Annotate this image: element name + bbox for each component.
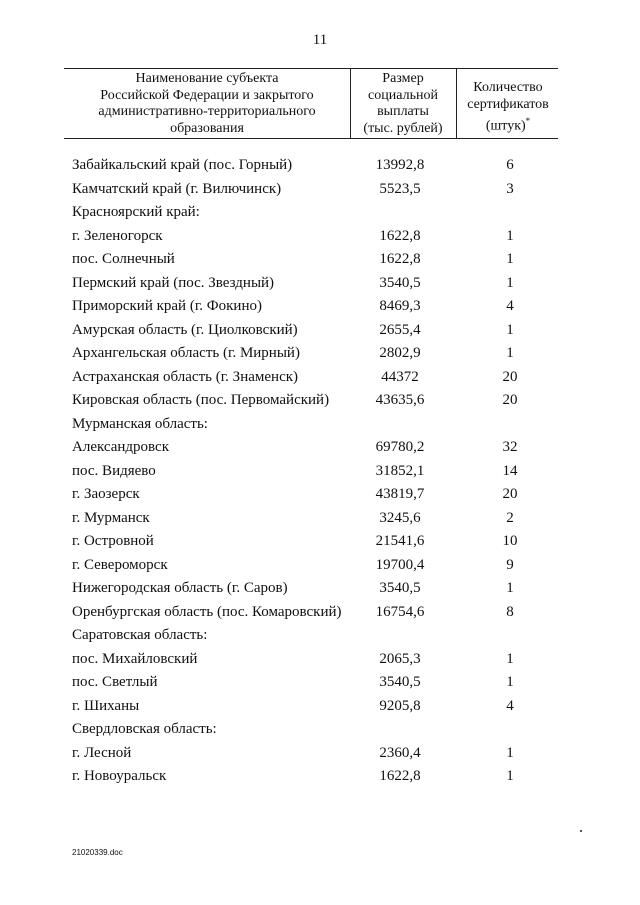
row-amount: 1622,8 bbox=[379, 251, 421, 267]
table-row bbox=[0, 437, 640, 461]
scan-speck bbox=[580, 830, 582, 832]
row-name: Нижегородская область (г. Саров) bbox=[72, 580, 288, 596]
table-row bbox=[0, 390, 640, 414]
row-name: г. Североморск bbox=[72, 556, 168, 573]
row-count: 20 bbox=[502, 392, 518, 408]
row-name: пос. Солнечный bbox=[72, 251, 175, 267]
row-count: 1 bbox=[506, 580, 514, 596]
table-row bbox=[0, 202, 640, 226]
row-amount: 43635,6 bbox=[375, 392, 425, 408]
header-line: образования bbox=[170, 120, 244, 136]
row-name: г. Лесной bbox=[72, 744, 132, 761]
row-name: г. Зеленогорск bbox=[72, 227, 163, 244]
row-name: Александровск bbox=[72, 439, 169, 455]
row-name: Пермский край (пос. Звездный) bbox=[72, 274, 275, 291]
row-count: 10 bbox=[502, 533, 518, 549]
row-amount: 69780,2 bbox=[375, 439, 425, 455]
row-count: 32 bbox=[502, 439, 518, 455]
row-amount: 3245,6 bbox=[379, 509, 421, 526]
row-count: 6 bbox=[506, 157, 514, 173]
row-name: г. Новоуральск bbox=[72, 768, 167, 784]
row-amount: 8469,3 bbox=[379, 298, 421, 314]
header-divider bbox=[456, 68, 457, 138]
table-row bbox=[0, 343, 640, 367]
row-name: Камчатский край (г. Вилючинск) bbox=[72, 180, 282, 197]
table-row bbox=[0, 743, 640, 767]
row-amount: 16754,6 bbox=[375, 603, 425, 620]
header-bottom-rule bbox=[64, 138, 558, 139]
row-amount: 5523,5 bbox=[379, 180, 421, 197]
header-line: Количество bbox=[473, 80, 543, 95]
row-name: пос. Михайловский bbox=[72, 650, 198, 667]
row-count: 1 bbox=[506, 321, 514, 338]
table-row bbox=[0, 602, 640, 626]
table-row bbox=[0, 508, 640, 532]
header-line: социальной bbox=[368, 87, 438, 103]
row-amount: 3540,5 bbox=[379, 274, 421, 291]
row-count: 1 bbox=[506, 345, 514, 361]
row-count: 1 bbox=[506, 744, 514, 761]
header-top-rule bbox=[64, 68, 558, 69]
table-row bbox=[0, 696, 640, 720]
header-line: Наименование субъекта bbox=[135, 71, 279, 86]
row-name: Астраханская область (г. Знаменск) bbox=[72, 368, 299, 385]
table-row bbox=[0, 414, 640, 438]
header-subject bbox=[66, 71, 348, 137]
row-amount: 19700,4 bbox=[375, 556, 425, 573]
row-count: 2 bbox=[506, 509, 514, 526]
table-row bbox=[0, 484, 640, 508]
row-count: 1 bbox=[506, 251, 514, 267]
footer-filename: 21020339.doc bbox=[72, 848, 123, 857]
row-amount: 43819,7 bbox=[375, 486, 425, 502]
table-row bbox=[0, 249, 640, 273]
table-row bbox=[0, 155, 640, 179]
row-name: Амурская область (г. Циолковский) bbox=[72, 321, 298, 338]
table-row bbox=[0, 296, 640, 320]
row-name: Забайкальский край (пос. Горный) bbox=[72, 157, 293, 173]
row-amount: 1622,8 bbox=[379, 768, 421, 784]
row-name: Приморский край (г. Фокино) bbox=[72, 298, 262, 314]
row-name: Оренбургская область (пос. Комаровский) bbox=[72, 603, 342, 620]
table-row bbox=[0, 625, 640, 649]
row-count: 1 bbox=[506, 227, 514, 244]
row-count: 9 bbox=[506, 556, 514, 573]
header-line: выплаты bbox=[377, 104, 429, 119]
footnote-mark: * bbox=[525, 116, 531, 126]
row-count: 1 bbox=[506, 674, 514, 690]
table-row bbox=[0, 320, 640, 344]
header-line: Размер bbox=[382, 71, 424, 86]
row-count: 20 bbox=[502, 368, 518, 385]
row-amount: 1622,8 bbox=[379, 227, 421, 244]
row-name: г. Шиханы bbox=[72, 697, 140, 714]
table-row bbox=[0, 578, 640, 602]
row-count: 3 bbox=[506, 180, 514, 197]
page-number: 11 bbox=[312, 32, 328, 48]
row-name: Кировская область (пос. Первомайский) bbox=[72, 392, 330, 408]
row-name: Красноярский край: bbox=[72, 204, 200, 220]
row-amount: 2065,3 bbox=[379, 650, 421, 667]
row-name: г. Заозерск bbox=[72, 486, 140, 502]
table-row bbox=[0, 179, 640, 203]
row-name: Мурманская область: bbox=[72, 415, 208, 432]
table-row bbox=[0, 226, 640, 250]
row-name: г. Островной bbox=[72, 533, 154, 549]
header-line: сертификатов bbox=[467, 96, 549, 112]
row-count: 8 bbox=[506, 603, 514, 620]
header-line: административно-территориального bbox=[98, 104, 316, 119]
row-name: г. Мурманск bbox=[72, 509, 150, 526]
row-amount: 2802,9 bbox=[379, 345, 421, 361]
header-amount bbox=[352, 71, 454, 137]
header-count bbox=[458, 80, 558, 135]
row-name: Архангельская область (г. Мирный) bbox=[72, 345, 300, 361]
row-count: 4 bbox=[506, 298, 514, 314]
row-count: 20 bbox=[502, 486, 518, 502]
table-row bbox=[0, 531, 640, 555]
table-row bbox=[0, 672, 640, 696]
row-count: 14 bbox=[502, 462, 518, 479]
row-amount: 3540,5 bbox=[379, 580, 421, 596]
row-count: 1 bbox=[506, 650, 514, 667]
table-row bbox=[0, 461, 640, 485]
header-line: (штук)* bbox=[485, 116, 531, 134]
row-amount: 31852,1 bbox=[375, 462, 425, 479]
table-row bbox=[0, 273, 640, 297]
header-line: Российской Федерации и закрытого bbox=[100, 87, 314, 103]
row-amount: 2360,4 bbox=[379, 744, 421, 761]
table-body bbox=[0, 155, 640, 790]
row-amount: 2655,4 bbox=[379, 321, 421, 338]
header-divider bbox=[350, 68, 351, 138]
row-name: Свердловская область: bbox=[72, 721, 217, 737]
table-row bbox=[0, 766, 640, 790]
row-name: пос. Светлый bbox=[72, 674, 158, 690]
row-amount: 9205,8 bbox=[379, 697, 421, 714]
row-amount: 21541,6 bbox=[375, 533, 425, 549]
table-row bbox=[0, 555, 640, 579]
row-count: 4 bbox=[506, 697, 514, 714]
row-amount: 13992,8 bbox=[375, 157, 425, 173]
table-row bbox=[0, 367, 640, 391]
row-count: 1 bbox=[506, 768, 514, 784]
table-row bbox=[0, 649, 640, 673]
row-amount: 3540,5 bbox=[379, 674, 421, 690]
row-amount: 44372 bbox=[381, 368, 419, 385]
row-name: пос. Видяево bbox=[72, 462, 156, 479]
row-count: 1 bbox=[506, 274, 514, 291]
row-name: Саратовская область: bbox=[72, 627, 208, 643]
table-row bbox=[0, 719, 640, 743]
header-line: (тыс. рублей) bbox=[363, 120, 443, 136]
